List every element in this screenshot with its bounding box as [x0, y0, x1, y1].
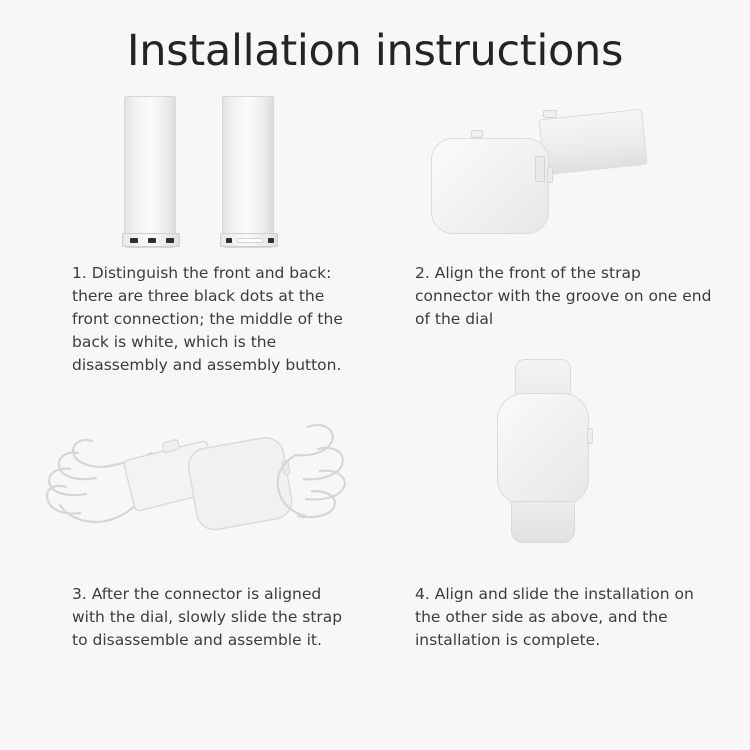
black-dot-icon — [226, 238, 232, 243]
step-2 — [375, 92, 750, 387]
step-4 — [375, 387, 750, 682]
strap-front-view — [124, 96, 176, 248]
step-3-figure — [0, 387, 375, 577]
watch-band-top — [515, 359, 571, 395]
step-1-figure — [0, 92, 375, 262]
step-4-caption: 4. Align and slide the installation on the other side as above, and the installation is complete. — [415, 585, 694, 649]
step-3-caption: 3. After the connector is aligned with the dial, slowly slide the strap to disassemble and assemble it. — [72, 585, 343, 649]
black-dot-icon — [130, 238, 138, 243]
dial-groove — [535, 156, 545, 182]
strap-connector — [538, 109, 647, 176]
step-1-caption: 1. Distinguish the front and back: there are three black dots at the front connection; the middle of the back is white, which is the disassembly and assembly button. — [72, 264, 343, 374]
watch-dial — [431, 138, 549, 234]
watch-crown-icon — [587, 428, 593, 444]
step-3 — [0, 387, 375, 682]
watch-band-bottom — [511, 501, 575, 543]
assembled-watch-dial — [497, 393, 589, 505]
strap-tab — [543, 110, 557, 118]
white-release-button — [237, 238, 263, 243]
strap-back-connector — [220, 233, 278, 247]
strap-back-view — [222, 96, 274, 248]
step-1 — [0, 92, 375, 387]
black-dot-icon — [148, 238, 156, 243]
hands-sliding-strap-illustration — [0, 387, 375, 577]
step-2-caption: 2. Align the front of the strap connector with the groove on one end of the dial — [415, 264, 712, 328]
page-title: Installation instructions — [126, 26, 624, 76]
watch-crown-icon — [547, 167, 553, 183]
step-2-figure — [375, 92, 750, 262]
step-4-figure — [375, 387, 750, 577]
strap-front-connector — [122, 233, 180, 247]
black-dot-icon — [268, 238, 274, 243]
steps-grid — [0, 92, 750, 682]
dial-tab — [471, 130, 483, 138]
black-dot-icon — [166, 238, 174, 243]
